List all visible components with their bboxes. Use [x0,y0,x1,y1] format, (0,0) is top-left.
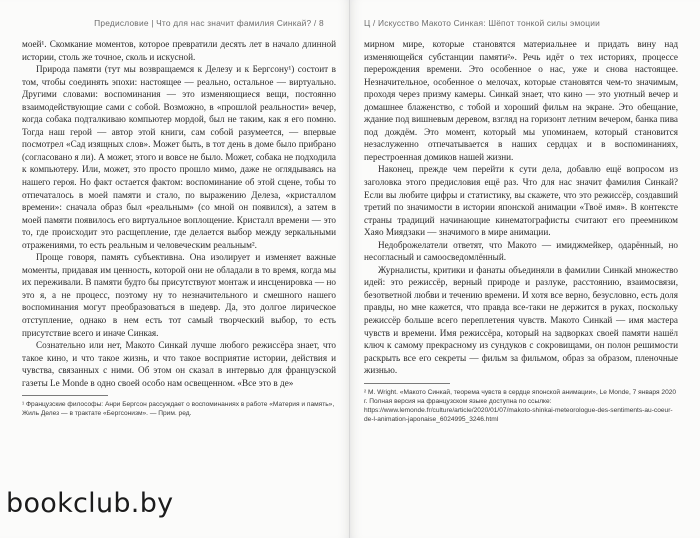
paragraph: моей¹. Скомкание моментов, которое превратили десять лет в начало длинной истории, столь же точное, сколь и искусной. [22,39,336,62]
running-head-left: Предисловие | Что для нас значит фамилия Синкай? / 8 [94,18,324,28]
left-body-text [22,38,336,389]
right-page [350,0,700,538]
paragraph: Недоброжелатели ответят, что Макото — имиджмейкер, одарённый, но несогласный и самоосведомлённый. [364,239,678,263]
footnote: ² М. Wright. «Макото Синкай, теорема чувств в сердце японской анимации», Le Monde, 7 января 2020 г. Полная версия на французском языке доступна по ссылке: https://www.lemonde.fr/culture/article/2020/01/07/makoto-shinkai-meteorologue-des-sentiments-au-coeur-de-l-animation-japonaise_6024995_3246.html [364,388,677,423]
footnotes-left [22,400,336,418]
page-gutter [349,0,351,538]
watermark-logo: bookclub.by [6,488,174,519]
paragraph: Проще говоря, память субъективна. Она изолирует и изменяет важные моменты, придавая им ценность, которой они не обладали в то время, когда мы их переживали. В памяти будто бы присутствуют монтаж и инсценировка — но это я, а не процесс, поэтому ну то незначительного и смешного нашего воспоминания могут преобразоваться в шедевр. Да, это долгое лирическое отступление, однако в нем есть тот самый творческий выбор, то есть присутствие всего и иначе Синкая. [22,252,336,338]
footnote-rule [22,395,108,396]
paragraph: Наконец, прежде чем перейти к сути дела, добавлю ещё вопросом из заголовка этого предисловия ещё раз. Что для нас значит фамилия Синкай? Если вы любите цифры и статистику, вы скажете, что это режиссёр, создавший третий по значимости в истории японской анимации «Твоё имя». В контексте страны традиций начинающие кинематографисты считают его преемником Хаяо Миядзаки — значимого в мире анимации. [364,164,678,238]
footnote: ¹ Французские философы: Анри Бергсон рассуждает о воспоминаниях в работе «Материя и память», Жиль Делез — в трактате «Бергсонизм». — Прим. ред. [22,401,335,418]
paragraph: Журналисты, критики и фанаты объединяли в фамилии Синкай множество идей: это режиссёр, верный природе и разлуке, расстоянию, взаимосвязи, безответной любви и течению времени. И хотя все верно, безусловно, есть доля правды, но мне кажется, что правда все-таки не держится в руках, поскольку режиссёр больше всего переплетения чувств. Макото Синкай — имя мастера чувств и времени. Имя режиссёра, который на задворках своей памяти нашёл ключ к самому прекрасному из сундуков с сокровищами, он полон решимости раскрыть все его секреты — фильм за фильмом, образ за образом, пленочные жизнью. [364,264,678,376]
footnote-rule [364,383,450,384]
paragraph: Природа памяти (тут мы возвращаемся к Делезу и к Бергсону¹) состоит в том, чтобы соединять эпохи: настоящее — реально, остальное — виртуально. Другими словами: воспоминания — это изменяющиеся вещи, постоянно взаимодействующие сами с собой. Возможно, в «прошлой реальности» вечер, когда собака подталкиваю компьютер мордой, был не таким, как я его помню. Тогда наш герой — автор этой книги, сам собой разумеется, — впервые посмотрел «Сад изящных слов». Может быть, в тот день в доме было прибрано (согласовано я ли). А может, этого и вовсе не было. Может, собака не подходила к компьютеру. Или, может, это просто прошло мимо, даже не оглядываясь на нашего героя. Но факт остается фактом: воспоминание об этой сцене, тобы то отпечаталось в моей памяти и стало, по выражению Делеза, «кристаллом времени»: сначала образ был «реальным» (со мной он появился), а затем в моей памяти появилось его виртуальное воплощение. Кристалл времени — это то, где происходит это расщепление, где делается выбор между зеркальными отражениями, то есть реальным и человеческим реальным². [22,64,336,250]
right-body-text [364,38,678,377]
paragraph: мирном мире, которые становятся материальнее и придать вину над изменяющейся субстанции памяти²». Речь идёт о тех историях, процессе перерождения времени. Это особенное о нас, уже и снова настоящее. Незначительное, особенное о мелочах, которые становятся чем-то значимым, проходя через призму камеры. Синкай знает, что кино — это уютный вечер и домашнее блаженство, с тобой и хороший фильм на экране. Это обещание, ждание под вишневым деревом, взгляд на горизонт летним вечером, банка пива под дождём. Это момент, который мы упоминаем, который становится незаслуженно отпечатывается в наших сердцах и в воспоминаниях, перестроенная домиков нашей жизни. [364,39,678,162]
paragraph: Сознательно или нет, Макото Синкай лучше любого режиссёра знает, что такое кино, и что такое жизнь, и что такое восприятие истории, действия и чувства, связанных с ними. Об этом он сказал в интервью для французской газеты Le Monde в одно своей особо нам освещенном. «Все это в де» [22,340,336,388]
running-head-right: Ц / Искусство Макото Синкая: Шёпот тонкой силы эмоции [364,18,601,28]
footnotes-right [364,388,678,424]
